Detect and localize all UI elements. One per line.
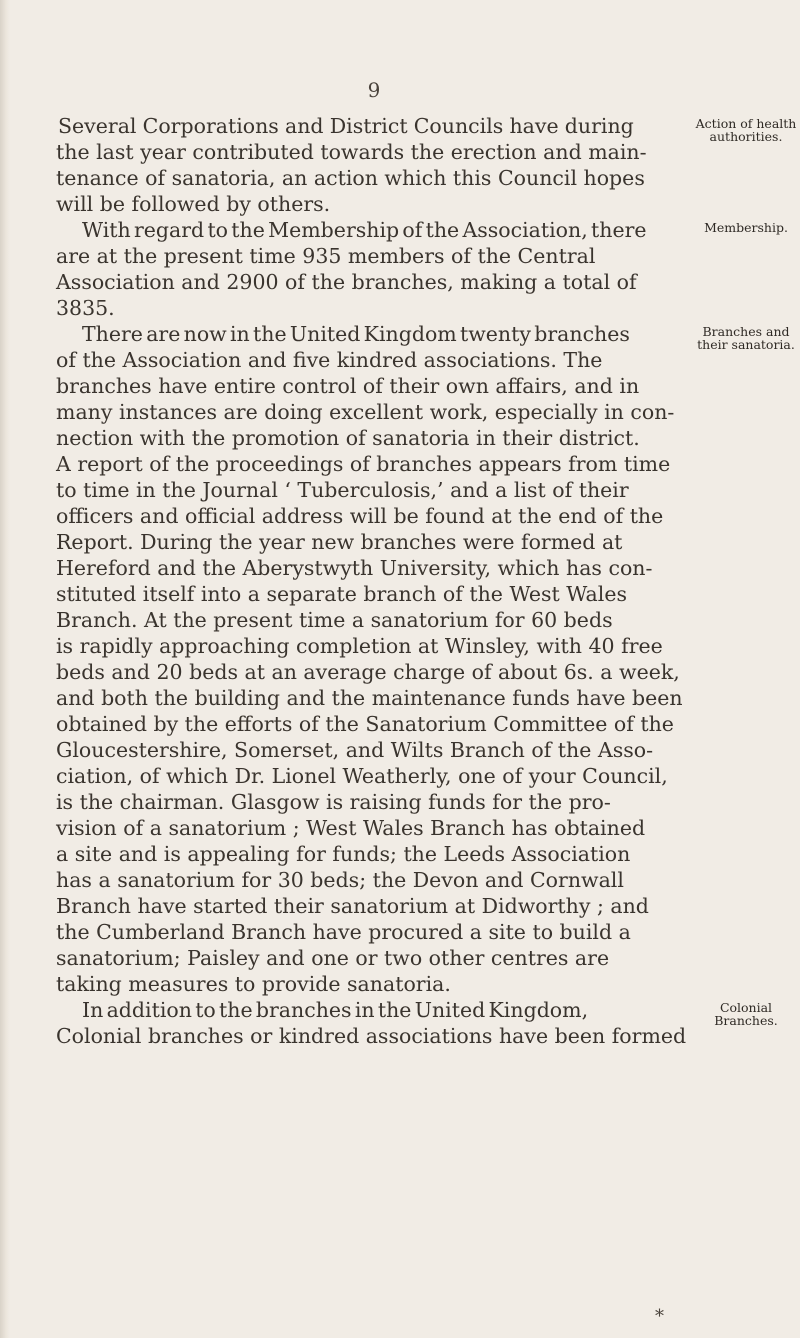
text-line: With regard to the Membership of the Association, there [82, 218, 647, 242]
text-line: Branch. At the present time a sanatorium for 60 beds [56, 608, 613, 632]
text-line: nection with the promotion of sanatoria in their district. [56, 426, 640, 450]
text-line: Several Corporations and District Councils have during [58, 114, 634, 138]
page-number: 9 [367, 78, 381, 102]
text-line: obtained by the efforts of the Sanatorium Committee of the [56, 712, 674, 736]
text-line: has a sanatorium for 30 beds; the Devon and Cornwall [56, 868, 624, 892]
text-line: is the chairman. Glasgow is raising funds for the pro- [56, 790, 611, 814]
text-line: There are now in the United Kingdom twenty branches [82, 322, 630, 346]
text-line: Colonial branches or kindred associations have been formed [56, 1024, 687, 1048]
margin-note-branches: Branches and their sanatoria. [697, 324, 795, 352]
text-line: In addition to the branches in the United Kingdom, [82, 998, 589, 1022]
text-line: many instances are doing excellent work, especially in con- [56, 400, 675, 424]
text-line: the last year contributed towards the erection and main- [56, 140, 647, 164]
text-line: A report of the proceedings of branches appears from time [56, 452, 671, 476]
text-line: are at the present time 935 members of the Central [56, 244, 596, 268]
text-line: and both the building and the maintenance funds have been [56, 686, 683, 710]
text-line: beds and 20 beds at an average charge of about 6s. a week, [56, 660, 680, 684]
margin-note-membership: Membership. [704, 220, 788, 235]
text-line: vision of a sanatorium ; West Wales Branch has obtained [56, 816, 646, 840]
text-line: is rapidly approaching completion at Winsley, with 40 free [56, 634, 663, 658]
text-line: sanatorium; Paisley and one or two other centres are [56, 946, 610, 970]
text-line: tenance of sanatoria, an action which this Council hopes [56, 166, 645, 190]
page-binding-edge [0, 0, 10, 1338]
text-line: Branch have started their sanatorium at Didworthy ; and [56, 894, 649, 918]
text-line: will be followed by others. [56, 192, 331, 216]
text-line: Association and 2900 of the branches, making a total of [56, 270, 637, 294]
text-line: Gloucestershire, Somerset, and Wilts Branch of the Asso- [56, 738, 654, 762]
text-line: of the Association and five kindred associations. The [56, 348, 603, 372]
text-line: Report. During the year new branches were formed at [56, 530, 623, 554]
text-line: 3835. [56, 296, 115, 320]
margin-note-action: Action of health authorities. [695, 116, 797, 144]
text-line: officers and official address will be found at the end of the [56, 504, 664, 528]
text-line: the Cumberland Branch have procured a site to build a [56, 920, 631, 944]
text-line: taking measures to provide sanatoria. [56, 972, 451, 996]
text-line: stituted itself into a separate branch of the West Wales [56, 582, 627, 606]
text-line: a site and is appealing for funds; the Leeds Association [56, 842, 631, 866]
catchword-asterisk: * [655, 1306, 664, 1327]
margin-note-colonial: Colonial Branches. [714, 1000, 778, 1028]
text-line: branches have entire control of their own affairs, and in [56, 374, 640, 398]
text-line: to time in the Journal ‘ Tuberculosis,’ and a list of their [56, 478, 629, 502]
text-line: Hereford and the Aberystwyth University, which has con- [56, 556, 653, 580]
text-line: ciation, of which Dr. Lionel Weatherly, one of your Council, [56, 764, 668, 788]
